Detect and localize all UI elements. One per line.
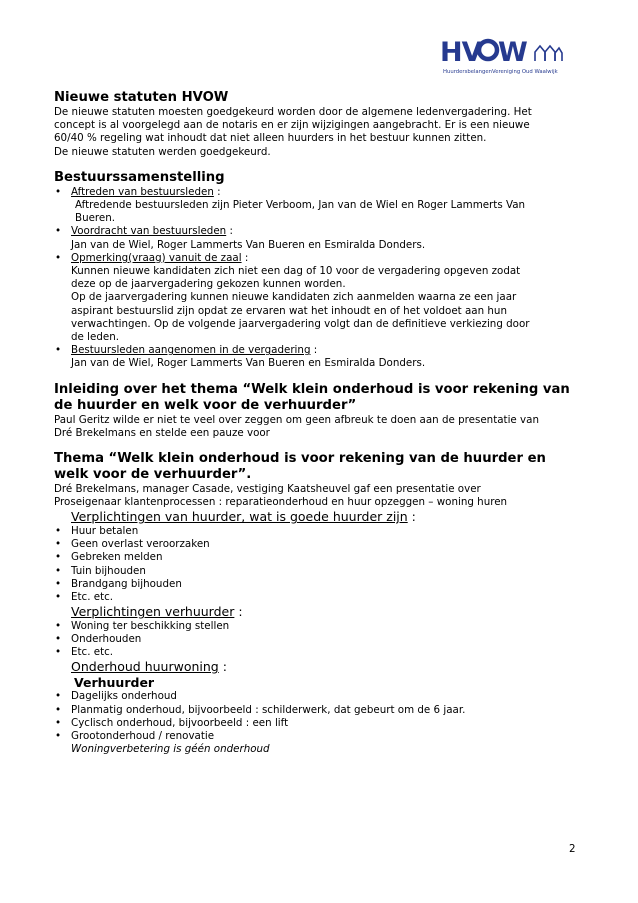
section-title-bestuur: Bestuurssamenstelling (54, 169, 225, 185)
item-text: Aftredende bestuursleden zijn Pieter Verboom, Jan van de Wiel en Roger Lammerts Van (75, 199, 526, 212)
item-text: aspirant bestuurslid zijn opdat ze ervaren wat het inhoudt en of het voldoet aan hun (71, 304, 507, 317)
paragraph-line: Dré Brekelmans en stelde een pauze voor (54, 426, 270, 439)
list-item: • Huur betalen (54, 525, 574, 538)
section-title-statuten: Nieuwe statuten HVOW (54, 90, 229, 105)
list-item: • Aftreden van bestuursleden : Aftredende bestuursleden zijn Pieter Verboom, Jan van de Wiel en Roger Lammerts Van Bueren. (54, 186, 574, 226)
item-text: deze op de jaarvergadering gekozen kunnen worden. (71, 278, 346, 291)
item-text: Bueren. (75, 212, 116, 225)
huurder-list (54, 525, 574, 604)
note-woningverbetering: Woningverbetering is géén onderhoud (71, 743, 270, 756)
paragraph-line: 60/40 % regeling wat inhoudt dat niet alleen huurders in het bestuur kunnen zitten. (54, 132, 487, 145)
section-title-thema: Thema “Welk klein onderhoud is voor rekening van de huurder en (54, 451, 546, 467)
list-item: • Tuin bijhouden (54, 565, 574, 578)
section-title-inleiding-cont: de huurder en welk voor de verhuurder” (54, 397, 357, 413)
subheading-verplichtingen-huurder: Verplichtingen van huurder, wat is goede huurder zijn : (71, 509, 416, 525)
list-item: • Onderhouden (54, 633, 574, 646)
list-item: • Cyclisch onderhoud, bijvoorbeeld : een lift (54, 717, 574, 730)
paragraph-line: De nieuwe statuten moesten goedgekeurd worden door de algemene ledenvergadering. Het (54, 106, 532, 118)
subheading-verplichtingen-verhuurder: Verplichtingen verhuurder : (71, 604, 243, 620)
list-item: • Etc. etc. (54, 646, 574, 659)
list-item: • Brandgang bijhouden (54, 578, 574, 591)
bestuur-list (54, 186, 574, 371)
paragraph-line: concept is al voorgelegd aan de notaris en er zijn wijzigingen aangebracht. Er is een nieuwe (54, 119, 530, 132)
item-text: Jan van de Wiel, Roger Lammerts Van Bueren en Esmiralda Donders. (71, 357, 426, 370)
item-heading: Opmerking(vraag) vanuit de zaal (71, 251, 242, 264)
item-text: verwachtingen. Op de volgende jaarvergadering volgt dan de definitieve verkiezing door (71, 317, 530, 330)
paragraph-line: Dré Brekelmans, manager Casade, vestiging Kaatsheuvel gaf een presentatie over (54, 483, 481, 496)
list-item: • Woning ter beschikking stellen (54, 620, 574, 633)
list-item: • Etc. etc. (54, 591, 574, 604)
list-item: • Geen overlast veroorzaken (54, 538, 574, 551)
item-heading: Aftreden van bestuursleden (71, 185, 214, 198)
list-item: • Gebreken melden (54, 551, 574, 564)
list-item: • Planmatig onderhoud, bijvoorbeeld : schilderwerk, dat gebeurt om de 6 jaar. (54, 704, 574, 717)
onderhoud-list (54, 690, 574, 743)
section-title-inleiding: Inleiding over het thema “Welk klein onderhoud is voor rekening van (54, 381, 570, 397)
subheading-onderhoud: Onderhoud huurwoning : (71, 659, 227, 675)
list-item: • Voordracht van bestuursleden : Jan van de Wiel, Roger Lammerts Van Bueren en Esmiralda Donders. (54, 225, 574, 251)
svg-text:W: W (498, 37, 528, 68)
item-text: Op de jaarvergadering kunnen nieuwe kandidaten zich aanmelden waarna ze een jaar (71, 291, 517, 304)
item-heading: Bestuursleden aangenomen in de vergadering (71, 344, 311, 357)
logo-subtitle: HuurdersbelangenVereniging Oud Waalwijk (443, 69, 558, 75)
verhuurder-list (54, 620, 574, 660)
item-text: de leden. (71, 331, 120, 344)
subheading-verhuurder: Verhuurder (74, 674, 155, 690)
document-body (54, 90, 574, 756)
hvow-logo (438, 32, 563, 82)
paragraph-line: De nieuwe statuten werden goedgekeurd. (54, 145, 271, 158)
list-item: • Opmerking(vraag) vanuit de zaal : Kunnen nieuwe kandidaten zich niet een dag of 10 voor de vergadering opgeven zodat deze op de jaarvergadering gekozen kunnen worden. Op de jaarvergadering kunnen nieuwe kandidaten zich aanmelden waarna ze een jaar aspirant bestuurslid zijn opdat ze ervaren wat het inhoudt en of het voldoet aan hun verwachtingen. Op de volgende jaarvergadering volgt dan de definitieve verkiezing door de leden. (54, 252, 574, 344)
paragraph-line: Proseigenaar klantenprocessen : reparatieonderhoud en huur opzeggen – woning huren (54, 496, 508, 509)
section-title-thema-cont: welk voor de verhuurder”. (54, 467, 252, 483)
item-text: Kunnen nieuwe kandidaten zich niet een dag of 10 voor de vergadering opgeven zodat (71, 265, 521, 278)
list-item: • Grootonderhoud / renovatie (54, 730, 574, 743)
svg-text:HV: HV (440, 37, 482, 68)
paragraph-line: Paul Geritz wilde er niet te veel over zeggen om geen afbreuk te doen aan de presentatie van (54, 413, 539, 426)
list-item: • Dagelijks onderhoud (54, 690, 574, 703)
item-text: Jan van de Wiel, Roger Lammerts Van Bueren en Esmiralda Donders. (71, 238, 426, 251)
list-item: • Bestuursleden aangenomen in de vergadering : Jan van de Wiel, Roger Lammerts Van Bueren en Esmiralda Donders. (54, 344, 574, 370)
page-number: 2 (569, 843, 576, 855)
item-heading: Voordracht van bestuursleden (71, 225, 227, 238)
